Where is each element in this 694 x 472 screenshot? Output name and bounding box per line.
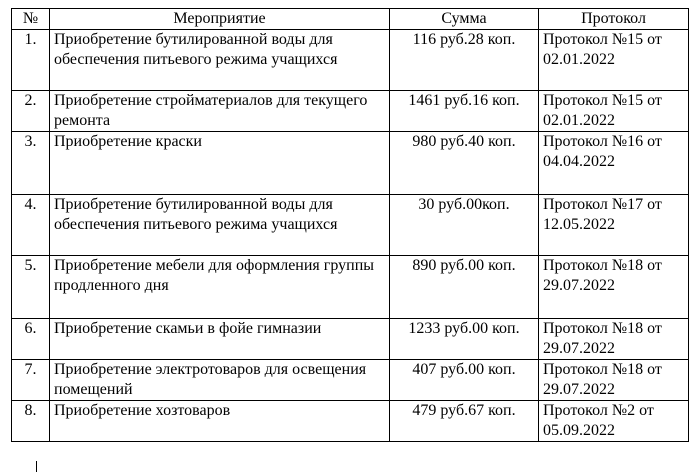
row-sum: 1461 руб.16 коп. bbox=[390, 91, 539, 132]
row-protocol: Протокол №17 от 12.05.2022 bbox=[539, 195, 689, 256]
row-event: Приобретение электротоваров для освещения помещений bbox=[50, 360, 390, 401]
row-number: 6. bbox=[12, 319, 50, 360]
row-number: 5. bbox=[12, 256, 50, 319]
header-row bbox=[12, 9, 689, 30]
table-row bbox=[12, 401, 689, 442]
row-number: 2. bbox=[12, 91, 50, 132]
row-event: Приобретение хозтоваров bbox=[50, 401, 390, 442]
row-sum: 407 руб.00 коп. bbox=[390, 360, 539, 401]
row-number: 1. bbox=[12, 30, 50, 91]
table-row bbox=[12, 256, 689, 319]
row-event: Приобретение скамьи в фойе гимназии bbox=[50, 319, 390, 360]
header-sum: Сумма bbox=[390, 9, 539, 30]
row-event: Приобретение стройматериалов для текущего ремонта bbox=[50, 91, 390, 132]
row-event: Приобретение бутилированной воды для обеспечения питьевого режима учащихся bbox=[50, 30, 390, 91]
row-event: Приобретение мебели для оформления группы продленного дня bbox=[50, 256, 390, 319]
header-num: № bbox=[12, 9, 50, 30]
row-event: Приобретение краски bbox=[50, 132, 390, 195]
row-sum: 479 руб.67 коп. bbox=[390, 401, 539, 442]
header-event: Мероприятие bbox=[50, 9, 390, 30]
row-number: 7. bbox=[12, 360, 50, 401]
table-row bbox=[12, 132, 689, 195]
table-row bbox=[12, 91, 689, 132]
table-row bbox=[12, 195, 689, 256]
table-row bbox=[12, 30, 689, 91]
row-protocol: Протокол №18 от 29.07.2022 bbox=[539, 319, 689, 360]
table-header bbox=[12, 9, 689, 30]
row-sum: 1233 руб.00 коп. bbox=[390, 319, 539, 360]
row-protocol: Протокол №15 от 02.01.2022 bbox=[539, 91, 689, 132]
text-cursor bbox=[36, 461, 37, 472]
table-row bbox=[12, 360, 689, 401]
row-sum: 30 руб.00коп. bbox=[390, 195, 539, 256]
table-body bbox=[12, 30, 689, 442]
row-protocol: Протокол №15 от 02.01.2022 bbox=[539, 30, 689, 91]
table-row bbox=[12, 319, 689, 360]
row-number: 3. bbox=[12, 132, 50, 195]
expenses-table bbox=[11, 8, 689, 442]
row-protocol: Протокол №2 от 05.09.2022 bbox=[539, 401, 689, 442]
row-protocol: Протокол №18 от 29.07.2022 bbox=[539, 360, 689, 401]
row-number: 8. bbox=[12, 401, 50, 442]
row-sum: 116 руб.28 коп. bbox=[390, 30, 539, 91]
header-protocol: Протокол bbox=[539, 9, 689, 30]
row-sum: 980 руб.40 коп. bbox=[390, 132, 539, 195]
row-protocol: Протокол №16 от 04.04.2022 bbox=[539, 132, 689, 195]
row-number: 4. bbox=[12, 195, 50, 256]
row-event: Приобретение бутилированной воды для обеспечения питьевого режима учащихся bbox=[50, 195, 390, 256]
row-sum: 890 руб.00 коп. bbox=[390, 256, 539, 319]
row-protocol: Протокол №18 от 29.07.2022 bbox=[539, 256, 689, 319]
